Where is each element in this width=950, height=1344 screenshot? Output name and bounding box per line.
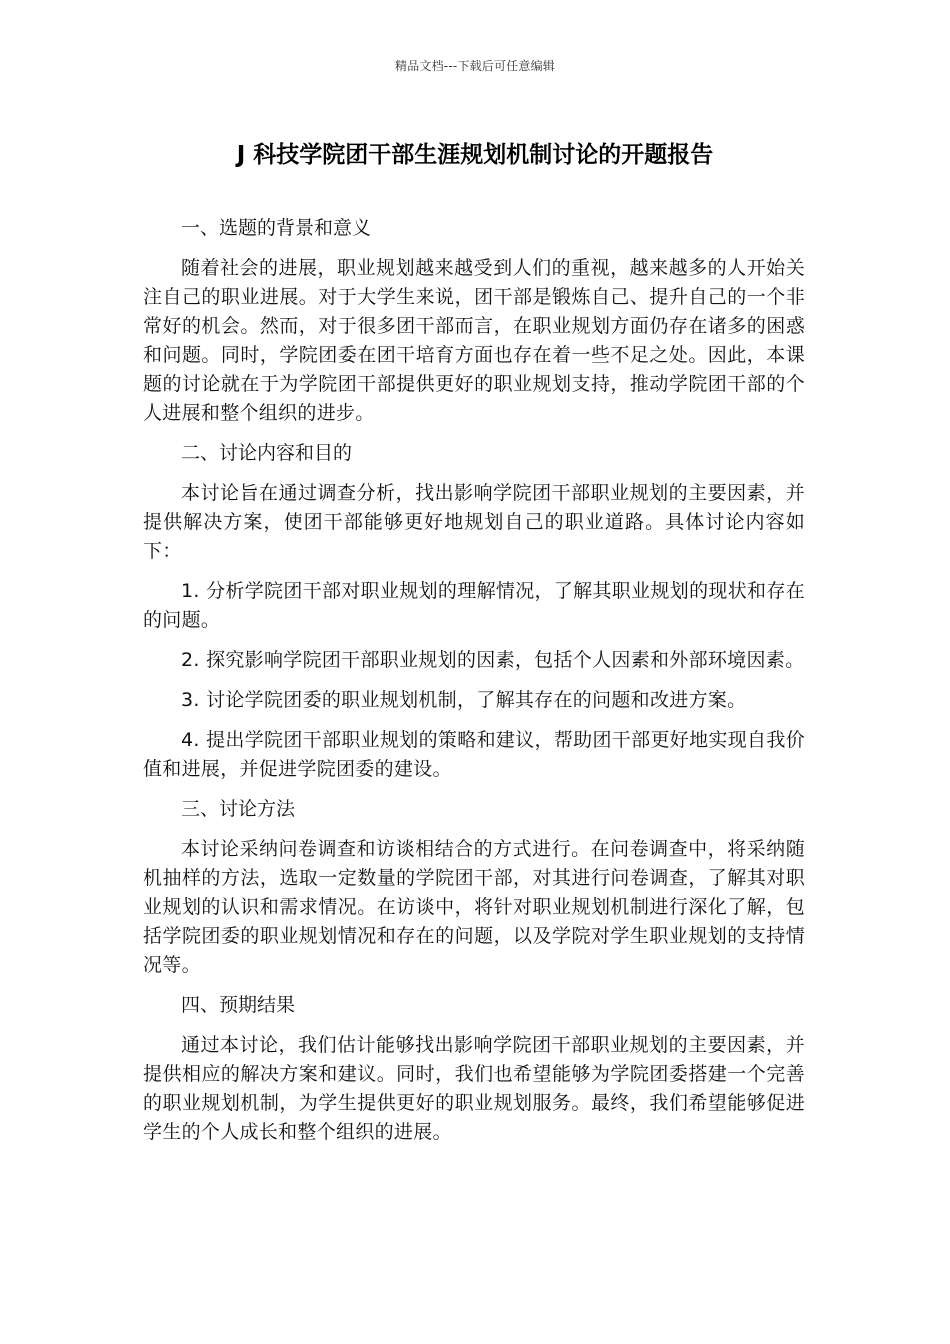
paragraph-content-intro: 本讨论旨在通过调查分析，找出影响学院团干部职业规划的主要因素，并提供解决方案，使团干部能够更好地规划自己的职业道路。具体讨论内容如下：	[143, 482, 805, 562]
list-item-4: 4. 提出学院团干部职业规划的策略和建议，帮助团干部更好地实现自我价值和进展，并促进学院团委的建设。	[143, 729, 805, 780]
paragraph-results: 通过本讨论，我们估计能够找出影响学院团干部职业规划的主要因素，并提供相应的解决方案和建议。同时，我们也希望能够为学院团委搭建一个完善的职业规划机制，为学生提供更好的职业规划服务。最终，我们希望能够促进学生的个人成长和整个组织的进展。	[143, 1034, 805, 1143]
document-title: J 科技学院团干部生涯规划机制讨论的开题报告	[236, 142, 714, 168]
document-body	[143, 214, 805, 1158]
header-note: 精品文档---下载后可任意编辑	[395, 59, 555, 73]
paragraph-background: 随着社会的进展，职业规划越来越受到人们的重视，越来越多的人开始关注自己的职业进展。对于大学生来说，团干部是锻炼自己、提升自己的一个非常好的机会。然而，对于很多团干部而言，在职业规划方面仍存在诸多的困惑和问题。同时，学院团委在团干培育方面也存在着一些不足之处。因此，本课题的讨论就在于为学院团干部提供更好的职业规划支持，推动学院团干部的个人进展和整个组织的进步。	[143, 257, 805, 424]
list-item-1: 1. 分析学院团干部对职业规划的理解情况，了解其职业规划的现状和存在的问题。	[143, 580, 805, 631]
section-heading-method: 三、讨论方法	[181, 798, 296, 820]
section-heading-results: 四、预期结果	[181, 994, 296, 1016]
list-item-3: 3. 讨论学院团委的职业规划机制，了解其存在的问题和改进方案。	[181, 689, 747, 711]
paragraph-method: 本讨论采纳问卷调查和访谈相结合的方式进行。在问卷调查中，将采纳随机抽样的方法，选取一定数量的学院团干部，对其进行问卷调查，了解其对职业规划的认识和需求情况。在访谈中，将针对职业规划机制进行深化了解，包括学院团委的职业规划情况和存在的问题，以及学院对学生职业规划的支持情况等。	[143, 838, 805, 976]
section-heading-content: 二、讨论内容和目的	[181, 442, 353, 464]
section-heading-background: 一、选题的背景和意义	[181, 217, 372, 239]
list-item-2: 2. 探究影响学院团干部职业规划的因素，包括个人因素和外部环境因素。	[181, 649, 805, 671]
